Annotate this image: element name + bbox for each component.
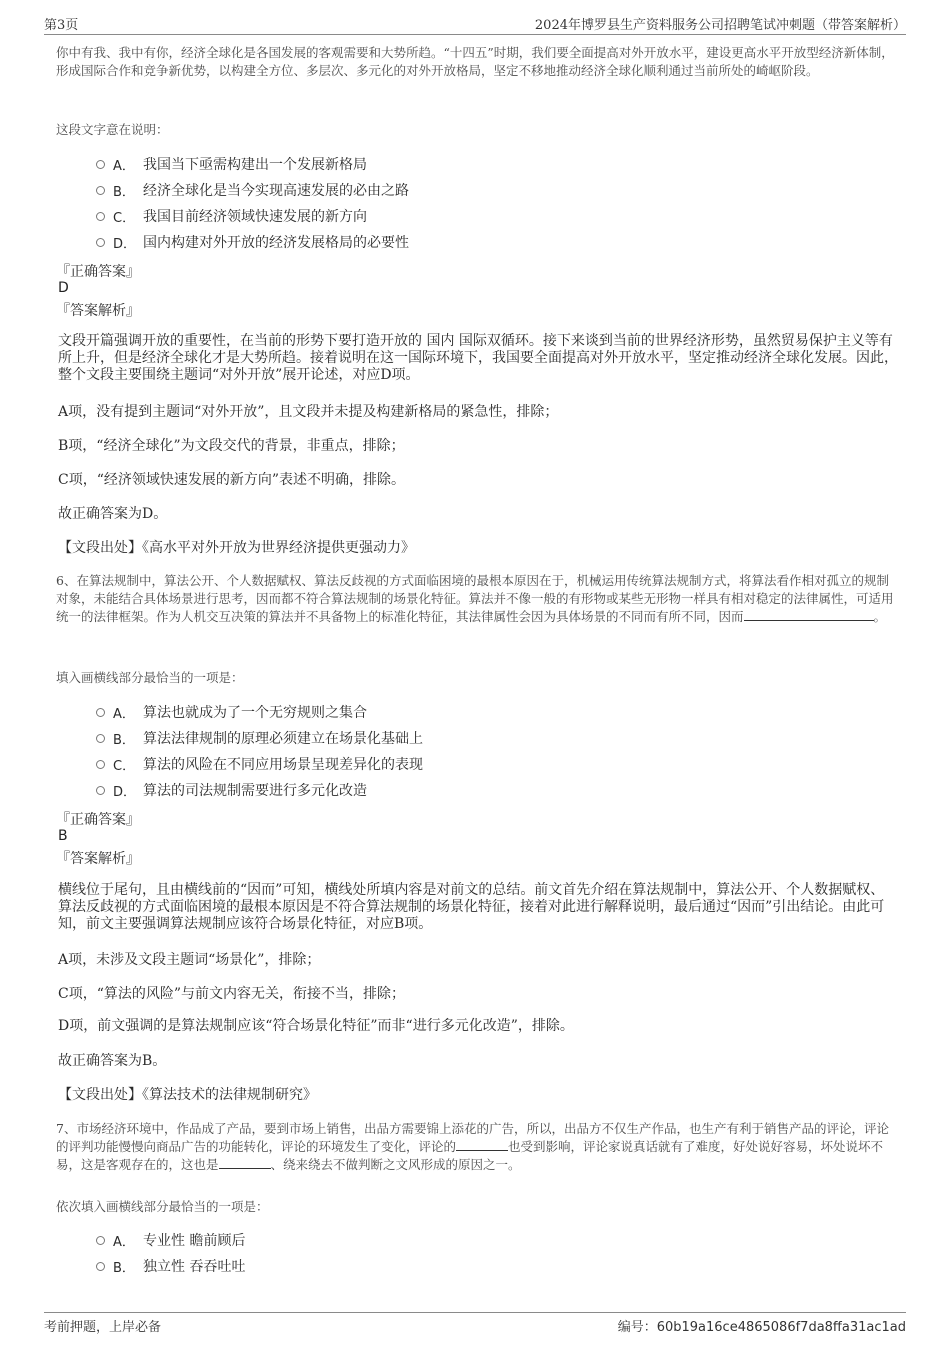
option-key: B．	[113, 1260, 135, 1276]
option-key: B．	[113, 184, 135, 200]
q6-passage-text: 6、在算法规制中，算法公开、个人数据赋权、算法反歧视的方式面临困境的最根本原因在于，机械运用传统算法规制方式，将算法看作相对孤立的规制对象，未能结合具体场景进行思考，因而都不符合算法规制的场景化特征。算法并不像一般的有形物或某些无形物一样具有相对稳定的法律属性，可适用统一的法律框架。作为人机交互决策的算法并不具备物上的标准化特征，其法律属性会因为具体场景的不同而有所不同，因而	[56, 573, 894, 624]
option-text: 算法法律规制的原理必须建立在场景化基础上	[143, 731, 423, 747]
code-label: 编号：	[617, 1320, 657, 1335]
option-text: 国内构建对外开放的经济发展格局的必要性	[143, 235, 409, 251]
page-number: 第3页	[44, 18, 79, 33]
q6-option-d[interactable]	[96, 780, 367, 800]
q5-option-b[interactable]	[96, 180, 409, 200]
q5-analysis-main: 文段开篇强调开放的重要性，在当前的形势下要打造开放的 国内 国际双循环。接下来谈到当前的世界经济形势，虽然贸易保护主义等有所上升，但是经济全球化才是大势所趋。接着说明在这一国际环境下，我国要全面提高对外开放水平，坚定推动经济全球化发展。因此，整个文段主要围绕主题词“对外开放”展开论述，对应D项。	[58, 333, 898, 383]
option-text: 独立性 吞吞吐吐	[143, 1259, 246, 1275]
radio-icon[interactable]	[96, 734, 105, 743]
q5-option-d[interactable]	[96, 232, 409, 252]
radio-icon[interactable]	[96, 1262, 105, 1271]
option-key: A．	[113, 706, 135, 722]
q5-option-a[interactable]	[96, 154, 367, 174]
q5-passage: 你中有我、我中有你，经济全球化是各国发展的客观需要和大势所趋。“十四五”时期，我们要全面提高对外开放水平，建设更高水平开放型经济新体制，形成国际合作和竞争新优势，以构建全方位、多层次、多元化的对外开放格局，坚定不移地推动经济全球化顺利通过当前所处的崎岖阶段。	[56, 45, 894, 78]
footer-slogan: 考前押题，上岸必备	[44, 1320, 162, 1335]
option-key: D．	[113, 784, 137, 800]
option-key: B．	[113, 732, 135, 748]
radio-icon[interactable]	[96, 212, 105, 221]
fill-blank	[219, 1156, 271, 1169]
option-key: D．	[113, 236, 137, 252]
q6-analysis-a: A项，未涉及文段主题词“场景化”，排除；	[58, 952, 321, 968]
option-text: 专业性 瞻前顾后	[143, 1233, 246, 1249]
q5-source: 【文段出处】《高水平对外开放为世界经济提供更强动力》	[58, 540, 415, 556]
option-text: 算法也就成为了一个无穷规则之集合	[143, 705, 367, 721]
radio-icon[interactable]	[96, 186, 105, 195]
option-key: C．	[113, 210, 136, 226]
q6-option-a[interactable]	[96, 702, 367, 722]
option-text: 我国当下亟需构建出一个发展新格局	[143, 157, 367, 173]
q6-option-c[interactable]	[96, 754, 423, 774]
q6-source: 【文段出处】《算法技术的法律规制研究》	[58, 1087, 317, 1103]
q7-passage-part3: 、绕来绕去不做判断之文风形成的原因之一。	[270, 1157, 521, 1172]
fill-blank	[456, 1138, 508, 1151]
q5-analysis-a: A项，没有提到主题词“对外开放”，且文段并未提及构建新格局的紧急性，排除；	[58, 404, 559, 420]
q7-option-a[interactable]	[96, 1230, 245, 1250]
q7-passage	[56, 1120, 900, 1174]
radio-icon[interactable]	[96, 238, 105, 247]
q5-prompt: 这段文字意在说明：	[56, 122, 169, 137]
q5-answer: D	[58, 280, 69, 296]
q6-analysis-d: D项，前文强调的是算法规制应该“符合场景化特征”而非“进行多元化改造”，排除。	[58, 1018, 574, 1034]
radio-icon[interactable]	[96, 760, 105, 769]
q7-prompt: 依次填入画横线部分最恰当的一项是：	[56, 1199, 269, 1214]
q6-passage-end: 。	[873, 609, 887, 624]
q7-option-b[interactable]	[96, 1256, 245, 1276]
q5-option-c[interactable]	[96, 206, 367, 226]
q5-analysis-b: B项，“经济全球化”为文段交代的背景，非重点，排除；	[58, 438, 405, 454]
code-value: 60b19a16ce4865086f7da8ffa31ac1ad	[656, 1320, 906, 1335]
document-title: 2024年博罗县生产资料服务公司招聘笔试冲刺题（带答案解析）	[534, 18, 906, 33]
q6-answer-label: 『正确答案』	[56, 812, 140, 828]
q6-option-b[interactable]	[96, 728, 423, 748]
q6-conclusion: 故正确答案为B。	[58, 1053, 167, 1069]
option-key: A．	[113, 158, 135, 174]
q7-passage-part2: 也受到影响，评论家说真话就有了难度，好处说好容易，坏处说坏不易，这是客观存在的，这也是	[56, 1139, 884, 1172]
q6-analysis-label: 『答案解析』	[56, 851, 140, 867]
page-footer	[44, 1312, 906, 1339]
q6-passage	[56, 572, 900, 626]
radio-icon[interactable]	[96, 708, 105, 717]
q7-passage-part1: 7、市场经济环境中，作品成了产品，要到市场上销售，出品方需要锦上添花的广告，所以，出品方不仅生产作品，也生产有利于销售产品的评论，评论的评判功能慢慢向商品广告的功能转化，评论的环境发生了变化，评论的	[56, 1121, 889, 1154]
q5-conclusion: 故正确答案为D。	[58, 506, 168, 522]
fill-blank	[744, 608, 874, 621]
radio-icon[interactable]	[96, 160, 105, 169]
option-text: 算法的风险在不同应用场景呈现差异化的表现	[143, 757, 423, 773]
radio-icon[interactable]	[96, 1236, 105, 1245]
option-text: 算法的司法规制需要进行多元化改造	[143, 783, 367, 799]
document-code	[618, 1316, 906, 1335]
option-key: C．	[113, 758, 136, 774]
option-text: 经济全球化是当今实现高速发展的必由之路	[143, 183, 409, 199]
option-text: 我国目前经济领域快速发展的新方向	[143, 209, 367, 225]
q6-prompt: 填入画横线部分最恰当的一项是：	[56, 670, 244, 685]
q6-analysis-c: C项，“算法的风险”与前文内容无关，衔接不当，排除；	[58, 986, 406, 1002]
radio-icon[interactable]	[96, 786, 105, 795]
q6-analysis-main: 横线位于尾句，且由横线前的“因而”可知，横线处所填内容是对前文的总结。前文首先介绍在算法规制中，算法公开、个人数据赋权、算法反歧视的方式面临困境的最根本原因是不符合算法规制的场景化特征，接着对此进行解释说明，最后通过“因而”引出结论。由此可知，前文主要强调算法规制应该符合场景化特征，对应B项。	[58, 882, 885, 932]
page-header	[44, 10, 906, 35]
q5-answer-label: 『正确答案』	[56, 264, 140, 280]
q6-answer: B	[58, 828, 68, 844]
q5-analysis-label: 『答案解析』	[56, 303, 140, 319]
option-key: A．	[113, 1234, 135, 1250]
q5-analysis-c: C项，“经济领域快速发展的新方向”表述不明确，排除。	[58, 472, 406, 488]
